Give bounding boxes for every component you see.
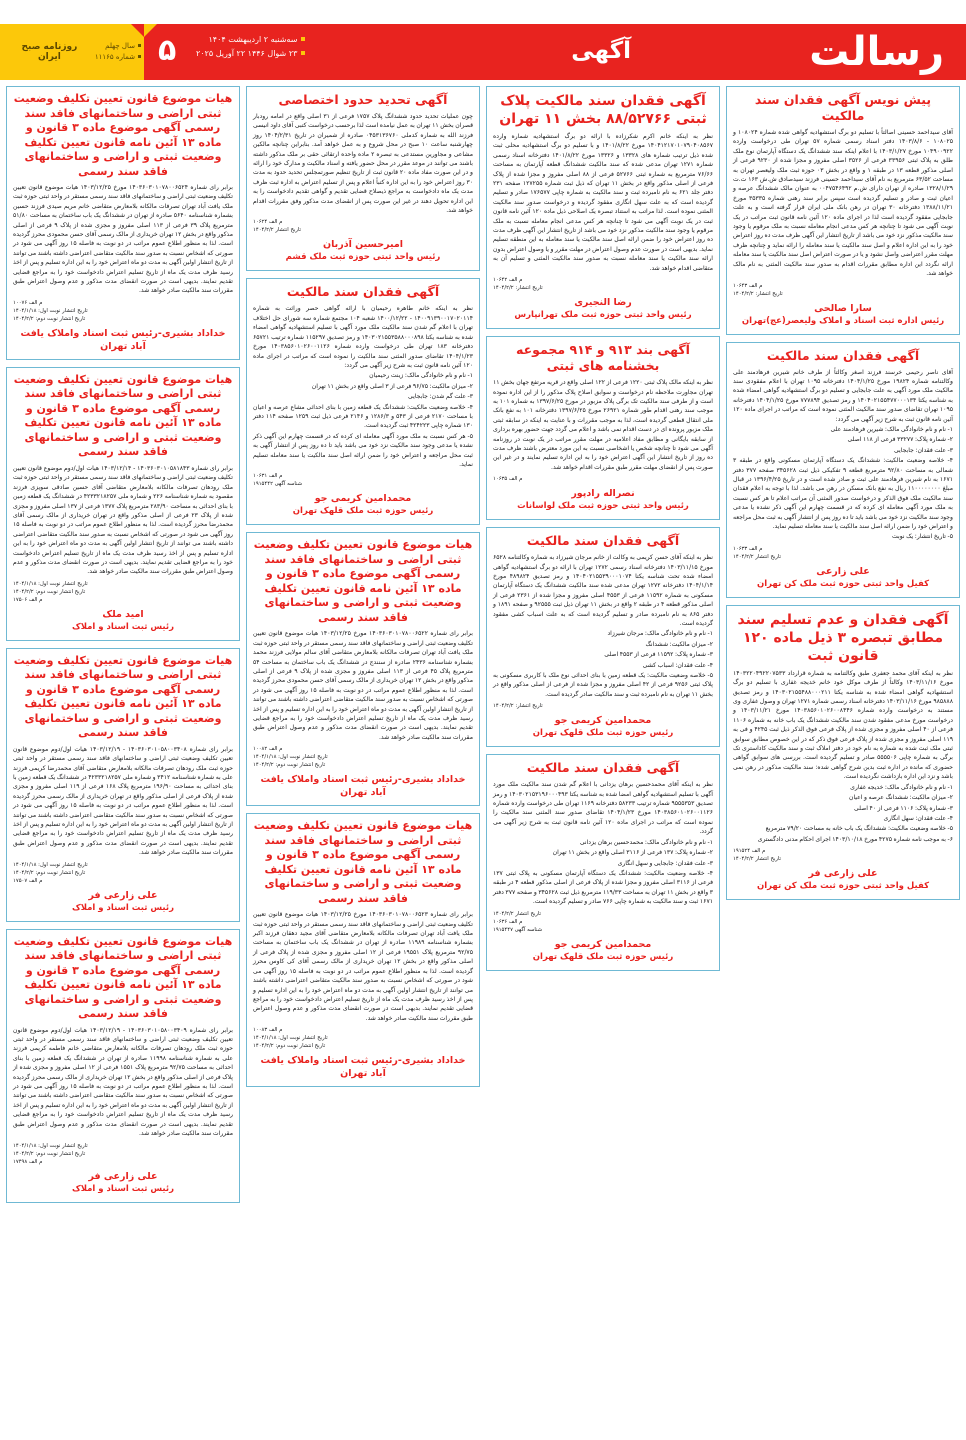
ad-meta-row: م الف ۱۹۱۵۲۴: [733, 848, 766, 855]
page-number: ۵: [158, 33, 177, 68]
ad-paragraph: برابر رای شماره ۱۴۰۳۶۰۳۰۱۰۷۸۰۰۶۵۲۴ مورخ ۱۴۰۳/۱۲/۲۵ هیات موضوع قانون تعیین تکلیف وضعیت ثبتی اراضی و ساختمانهای فاقد سند رسمی مستقر در واحد ثبتی حوزه ثبت ملک یافت آباد تهران تصرفات مالکانه بلامعارض متقاضی خانم مریم صیدی فرزند حسین بشماره شناسنامه ۵۶۴۰ صادره از تهران در ششدانگ یک باب ساختمان به مساحت ۵۱/۸۰ مترمربع پلاک ۳۹ فرعی از ۱۱۳ اصلی مفروز و مجزی شده از پلاک ۹ فرعی از اصلی مذکور واقع در بخش ۱۲ تهران خریداری از مالک رسمی آقای حسن محمودی محرز گردیده است. لذا به منظور اطلاع عموم مراتب در دو نوبت به فاصله ۱۵ روز آگهی می شود در صورتی که اشخاص نسبت به صدور سند مالکیت متقاضی اعتراضی داشته باشند می توانند از تاریخ انتشار اولین آگهی به مدت دو ماه اعتراض خود را به این اداره تسلیم و پس از اخذ رسید ظرف مدت یک ماه از تاریخ تسلیم اعتراض دادخواست خود را به مراجع قضایی تقدیم نمایند. بدیهی است در صورت انقضای مدت مذکور و عدم وصول اعتراض طبق مقررات سند مالکیت صادر خواهد شد.: [13, 184, 234, 295]
ad-paragraph: نظر به اینکه مالک پلاک ثبتی ۱۲۲۰ فرعی از ۱۲۲ اصلی واقع در قریه مرتفع جهان بخش ۱۱ تهران مجاورت ملاحظه نام درخواست و سوابق اصلاح پلاک مذکور را از این اداره نموده است و از طرفی سند مالکیت تک برگی پلاک مزبور در مورخ ۱۳۹۷/۶/۲۵ به شماره ۱۰۱ به موجب سند رهنی اقدام طور شماره ۲۶۹۲۱ مورخ ۱۳۹۷/۶/۲۵ دفترخانه ۱۰۱ به نفع بانک ملی انتقال قطعی گردیده است، لذا به موجب مقررات و با عنایت به اینکه در سابقه ثبتی ملک مزبور پرونده ای در دست اقدام نمی باشد و اعلام می گردد جهت حضور بهره برداری از سابقه بایگانی و مطابق مفاد اعلامیه در مهلت مقرر مراتب در یک نوبت در روزنامه آگهی می شود تا چنانچه شخص یا اشخاصی نسبت به این مورد معترض باشند ظرف مدت ده روز از تاریخ انتشار این آگهی اعتراض خود را به این اداره تسلیم نمایند و در غیر این صورت پس از انقضای مهلت مقرر طبق مقررات اقدام خواهد شد.: [493, 379, 713, 471]
ad-list-item: ۴- علت فقدان: سهل انگاری: [883, 814, 953, 822]
ad-body: [733, 368, 953, 542]
signature-role: رئیس اداره ثبت اسناد و املاک ولیعصر(عج)تهران: [741, 315, 945, 326]
ad-meta-row: م الف ۱۰۶۴۳: [733, 282, 763, 289]
ad-signature: [13, 1170, 233, 1196]
ad-title: آگهی تحدید حدود اختصاصی: [278, 92, 448, 107]
ad-signature: [13, 889, 233, 915]
signature-name: علی زارعی: [816, 565, 870, 577]
ad-body: [13, 745, 233, 858]
ad-title: پیش نویس آگهی فقدان سند مالکیت: [754, 92, 932, 123]
ad-meta-row: تاریخ انتشار: ۱۴۰۴/۲/۲: [733, 290, 783, 297]
bullet-icon: [138, 55, 141, 58]
signature-role: رئیس واحد ثبتی حوزه ثبت ملک لواسانات: [517, 501, 689, 512]
classified-ad[interactable]: [6, 648, 240, 922]
ad-meta-row: م الف ۱۰۶۴۲: [493, 277, 523, 284]
ad-meta: [13, 580, 233, 604]
section-label: آگهی: [571, 38, 631, 64]
ad-list-item: ۲- میزان مالکیت: ششدانگ: [645, 640, 713, 648]
date-lunar-text: ۲۳ شوال ۱۴۴۶ ۲۲ آوریل ۲۰۲۵: [196, 49, 298, 58]
ad-signature: [13, 327, 233, 353]
ad-meta-row: م الف ۱۰۶۳۶: [493, 918, 523, 925]
ad-meta-row: تاریخ انتشار نوبت اول: ۱۴۰۴/۱/۱۸: [13, 1142, 88, 1149]
masthead: [0, 24, 966, 80]
masthead-yellow-band: [0, 24, 144, 80]
ad-list-item: ۵- تاریخ انتشار: یک نوبت: [892, 533, 953, 541]
ad-list-item: ۳- علت فقدان: جابجایی و سهل انگاری: [617, 859, 713, 867]
ad-title: هیات موضوع قانون تعیین تکلیف وضعیت ثبتی اراضی و ساختمانهای فاقد سند رسمی آگهی موضوع ماده ۳ قانون و ماده ۱۳ آئین نامه قانون تعیین تکلیف وضعیت ثبتی و اراضی و ساختمانهای فاقد سند رسمی: [13, 92, 233, 178]
ad-meta: [493, 276, 713, 292]
ad-body: [13, 1026, 233, 1139]
classified-ad[interactable]: [6, 929, 240, 1203]
classified-ad[interactable]: [486, 336, 720, 520]
bullet-icon: [301, 51, 305, 55]
ad-title: آگهی فقدان سند مالکیت: [526, 533, 680, 549]
date-solar-text: سه‌شنبه ۲ اردیبهشت ۱۴۰۴: [208, 35, 298, 44]
ad-meta-row: تاریخ انتشار ۱۴۰۴/۲/۲: [733, 856, 781, 863]
signature-name: رضا النجیری: [574, 297, 632, 309]
ad-paragraph: نظر به اینکه خانم اکرم شکرزاده با ارائه دو برگ استشهادیه شماره وارده ۱۴۰۴۱۲۱۷۰۱۰۷۹۰۴۰۸۵۶۷ مورخ ۱۴۰۱/۸/۲۲ و با تسلیم دو برگ استشهادیه محلی ثبت شده ذیل ترتیب شماره های ۱۳۳۲۸ و ۱۳۳۲۶ مورخ ۱۴۰۱/۸/۲۲ دفترخانه اسناد رسمی شماره ۱۲۷۱ تهران مدعی شده که سند مالکیت ششدانگ قطعه آپارتمان به مساحت ۷۶/۶۶ مترمربع به شماره ثبتی ۵۲۷۶۶ فرعی از ۸۸ اصلی مفروز و مجزا شده از پلاک فرعی از اصلی مذکور واقع در بخش ۱۱ تهران که ذیل ثبت شماره ۱۲۷۲۵۵ صفحه ۲۳۱ دفتر جلد ۶۲۱ به نام نامبرده ثبت و سند مالکیت به شماره چاپی ۱۷۶۵۷۷ صادر و تسلیم گردیده است که به علت سهل انگاری مفقود گردیده و درخواست صدور سند مالکیت المثنی نموده است. لذا مراتب به استناد تبصره یک اصلاحی ذیل ماده ۱۲۰ آئین نامه قانون ثبت در یک نوبت آگهی می شود تا چنانچه هر کس مدعی انجام معامله نسبت به ملک مرقوم یا وجود سند مالکیت مذکور نزد خود می باشد از تاریخ انتشار این آگهی ظرف مدت ده روز اعتراض خود را ضمن ارائه اصل سند مالکیت یا سند معامله به این منطقه تسلیم نماید. بدیهی است در صورت عدم وصول اعتراض در مهلت مقرر و یا وصول اعتراض بدون ارائه سند مالکیت یا سند معامله نسبت به صدور سند مالکیت المثنی و تسلیم آن به متقاضی اقدام خواهد شد.: [493, 133, 714, 272]
ad-meta-row: تاریخ انتشار نوبت دوم: ۱۴۰۴/۲/۲: [253, 1043, 326, 1050]
ad-meta-row: م الف ۱۰۶۲۴: [253, 219, 283, 226]
ad-body: [253, 304, 473, 469]
ad-meta-row: تاریخ انتشار: ۱۴۰۴/۲/۲: [493, 285, 543, 292]
ad-title: آگهی فقدان سند مالکیت: [766, 347, 920, 363]
ad-meta-row: تاریخ انتشار نوبت دوم: ۱۴۰۴/۲/۲: [13, 588, 86, 595]
ad-meta: [13, 861, 233, 885]
paper-title: رسالت: [809, 29, 944, 75]
signature-role: رئیس واحد ثبتی حوزه ثبت ملک قشم: [285, 252, 441, 263]
ad-list-item: ۳- شماره پلاک: ۱۱۵۹۲ فرعی از ۴۵۵۳ اصلی: [604, 651, 713, 659]
ad-meta-row: تاریخ انتشار نوبت اول: ۱۴۰۴/۱/۱۸: [13, 861, 88, 868]
ad-meta-row: م الف ۱۰۶۳۳: [733, 545, 763, 552]
ad-body: [253, 112, 473, 215]
ad-meta: [493, 910, 713, 934]
ad-signature: [493, 938, 713, 964]
signature-role: کفیل واحد ثبتی حوزه ثبت ملک کن تهران: [756, 881, 930, 892]
masthead-brand-info: [95, 41, 144, 63]
classified-ad[interactable]: [246, 532, 480, 806]
ad-paragraph: نظر به اینکه آقای محمد جعفری طبق وکالتنامه به شماره قرارداد ۱۴۰۳۲۲۰۴۹۲۲۰۷۵۳۳ مورخ ۱۴۰۳/۱۱/۱۶ وکالتاً از طرف موکل خود خانم خدیجه غفاری با تسلیم دو برگ استشهادیه گواهی امضاء شده به شناسه یکتا ۱۴۰۳۰۲۱۵۵۴۸۸۰۰۰۲۱۱ و رمز تصدیق ۹۸۵۸۸۸ مورخ ۱۴۰۳/۱۱/۱۶ دفترخانه اسناد رسمی شماره ۱۲۷۱ تهران و وصول غفاری وی مستند به درخواست وارده شماره ۱۴۰۳۸۵۶۰۱۰۲۶۰۰۸۴۴۶ مورخ ۱۴۰۳/۱۱/۲۱ و درخواست مورخ مدعی مفقود شدن سند مالکیت ششدانگ یک باب خانه به شماره ۱۱۰۶ فرعی از ۴۰ اصلی مفروز و مجزی شده از پلاک فرعی فوق الذکر ذیل ثبت ۴۲۴۵ و فی به ۱۱۹ اصلی مفروز و مجزی شده از پلاک فرعی فوق ذکر که در این خصوص مطابق سوابق ثبتی ملک ثبت شده به شماره به نام خود در دفتر املاک ثبت و سند مالکیت کاداستری تک برگی به شماره چاپی ۵۵۵۵۰۶ صادر و تسلیم گردیده است. بررسی های سوابق گواهی حضوری که مانده در اداره ثبت بدین شرح گواهی شده: سند مالکیت مذکور در رهن نمی باشد و نزد این اداره بازداشت نگردیده است.: [733, 669, 954, 781]
ad-meta-row: م الف ۱۷۵۰۷: [13, 877, 43, 884]
ad-meta-row: تاریخ انتشار نوبت دوم: ۱۴۰۴/۲/۲: [13, 315, 86, 322]
ad-meta-row: تاریخ انتشار ۱۴۰۴/۲/۲: [493, 910, 541, 917]
signature-name: خداداد بشیری-رئیس ثبت اسناد واملاک یافت آباد تهران: [260, 1055, 466, 1080]
ad-list-item: ۳- علت گم شدن: جابجایی: [408, 393, 473, 401]
ad-meta: [493, 702, 713, 710]
signature-name: نصراله رادپور: [571, 488, 635, 500]
ad-title: هیات موضوع قانون تعیین تکلیف وضعیت ثبتی اراضی و ساختمانهای فاقد سند رسمی آگهی موضوع ماده ۳ قانون و ماده ۱۳ آئین نامه قانون تعیین تکلیف وضعیت ثبتی و اراضی و ساختمانهای فاقد سند رسمی: [13, 934, 233, 1021]
brand-logo: روزنامه صبح ایران: [21, 42, 78, 62]
ad-meta: [733, 847, 953, 863]
ad-signature: [493, 487, 713, 513]
ad-body: [13, 183, 233, 296]
ad-paragraph: برابر رای شماره ۱۴۰۳۶۰۳۰۱۰۵۸۱۸۴۳ - ۱۴۰۳/۱۲/۱۴ هیات اول/دوم موضوع قانون تعیین تکلیف وضعیت ثبتی اراضی و ساختمانهای فاقد سند رسمی مستقر در واحد ثبتی حوزه ثبت ملک رودهان تصرفات مالکانه بلامعارض متقاضی آقای حسین صادقی سویزی فرزند مقصود به شماره شناسنامه ۲۲۶ و شماره ملی ۴۲۳۳۲۱۸۲۵۷ در ششدانگ یک قطعه زمین با بنای احداثی به مساحت ۲۸۳/۹۰ مترمربع پلاک ۱۳۷۷ فرعی از ۱۳۷ اصلی مفروز و مجزی شده از پلاک ۲۳ فرعی از اصلی مذکور واقع در تهران خریداری از مالک رسمی آقای محمدرضا محرز گردیده است. لذا به منظور اطلاع عموم مراتب در دو نوبت به فاصله ۱۵ روز آگهی می شود در صورتی که اشخاص نسبت به صدور سند مالکیت متقاضی اعتراضی داشته باشند می توانند از تاریخ انتشار اولین آگهی به مدت دو ماه اعتراض خود را به این اداره تسلیم و پس از اخذ رسید ظرف مدت یک ماه از تاریخ تسلیم اعتراض دادخواست خود را به مراجع قضایی تقدیم نمایند. بدیهی است در صورت انقضای مدت مذکور و عدم وصول اعتراض طبق مقررات سند مالکیت صادر خواهد شد.: [13, 464, 234, 576]
ad-meta-row: تاریخ انتشار نوبت اول: ۱۴۰۴/۱/۱۸: [13, 307, 88, 314]
ad-list-item: ۵- هر کس نسبت به ملک مورد آگهی معامله ای کرده که در قسمت چهارم این آگهی ذکر نشده یا مدعی وجود سند مالکیت نزد خود می باشد باید تا ده روز پس از انتشار آگهی به ثبت محل مراجعه و اعتراض خود را ضمن ارائه اصل سند مالکیت یا سند معامله تسلیم نماید.: [253, 432, 473, 468]
ad-meta-row: شناسه آگهی ۱۹۱۵۴۴۷: [493, 926, 543, 933]
bullet-icon: [301, 37, 305, 41]
ad-body: [493, 132, 713, 273]
column: [486, 86, 720, 971]
ad-paragraph: نظر به اینکه آقای محمدحسین برهان یزدانی با اعلام گم شدن سند مالکیت ملک مورد آگهی با تسلیم استشهادیه گواهی امضا شده به شناسه یکتا ۱۴۰۳۰۲۱۵۳۱۹۶۰۰۰۴۹۳ و رمز تصدیق ۹۵۵۵۳۵۳ شماره ترتیب ۵۸۲۳۳ دفترخانه ۱۱۶۹ تهران طی درخواست وارده شماره ۱۴۰۳۸۵۶۰۱۰۲۶۰۰۱۱۲۶ مورخ ۱۴۰۴/۱/۲۳ تقاضای صدور سند المثنی سند مالکیت را نموده است که مراتب در اجرای ماده ۱۲۰ آئین نامه قانون ثبت به شرح زیر آگهی می گردد.: [493, 781, 714, 836]
ad-meta-row: شناسه آگهی ۱۹۱۵۴۴۲: [253, 481, 303, 488]
ad-meta-row: تاریخ انتشار نوبت اول: ۱۴۰۴/۱/۱۸: [253, 1035, 328, 1042]
ad-title: آگهی فقدان سند مالکیت: [286, 284, 440, 300]
ad-meta-row: م الف ۱۷۵۰۶: [13, 596, 43, 603]
classifieds-columns: [0, 80, 966, 1203]
ad-body: [13, 464, 233, 577]
ad-meta-row: تاریخ انتشار نوبت دوم: ۱۴۰۴/۲/۲: [13, 869, 86, 876]
classified-ad[interactable]: [246, 813, 480, 1087]
signature-role: رئیس ثبت اسناد و املاک: [72, 1183, 174, 1194]
ad-title: آگهی فقدان سند مالکیت: [526, 760, 680, 776]
corner-fold-right-icon: [131, 24, 144, 37]
classified-ad[interactable]: [726, 605, 960, 900]
ad-meta-row: م الف ۱۷۴۹۸: [13, 1158, 43, 1165]
ad-meta-row: تاریخ انتشار نوبت اول: ۱۴۰۴/۱/۱۸: [253, 754, 328, 761]
ad-body: [733, 669, 953, 844]
ad-meta: [493, 475, 713, 483]
ad-signature: [13, 608, 233, 634]
ad-list-item: ۱- نام و نام خانوادگی مالک: مرجان شیرزاد: [607, 630, 713, 638]
ad-list-item: ۲- شماره پلاک: ۳۳۲۷۷ فرعی از ۱۱۸ اصلی: [847, 436, 953, 444]
date-line-solar: [196, 33, 309, 47]
ad-signature: [493, 296, 713, 322]
signature-role: رئیس حوزه ثبت ملک قلهک تهران: [532, 728, 674, 739]
date-line-lunar: [196, 47, 309, 61]
ad-meta-row: تاریخ انتشار نوبت اول: ۱۴۰۴/۱/۱۸: [13, 580, 88, 587]
masthead-red-band: [144, 24, 966, 80]
ad-list-item: ۱- نام و نام خانوادگی مالک: خدیجه غفاری: [850, 783, 953, 791]
classified-ad[interactable]: [486, 86, 720, 329]
ad-meta-row: تاریخ انتشار نوبت دوم: ۱۴۰۴/۲/۲: [253, 762, 326, 769]
ad-paragraph: نظر به اینکه خانم طاهره رحیمیان با ارائه گواهی حصر وراثت به شماره ۱۴۰۰۹۱۳۹۰۰۱۷۰۲۰۱۱۴ - ۱۴۰۰/۱۲/۲۲ شعبه ۱۰۴ مجتمع شماره سه شورای حل اختلاف تهران با اعلام گم شدن سند مالکیت ملک مورد آگهی با تسلیم استشهادیه گواهی امضاء شده به شناسه یکتا ۱۴۰۳۰۲۱۵۵۳۵۸۸۰۰۰۸۹۸ و رمز تصدیق ۱۱۵۲۹۷ شماره ترتیب ۶۵۷۲۱ دفترخانه ۱۸۳ تهران طی درخواست وارده شماره ۱۴۰۳۸۵۶۰۱۰۲۶۰۰۱۱۲۶ مورخ ۱۴۰۴/۱/۲۳ تقاضای صدور المثنی سند مالکیت را نموده است که مراتب در اجرای ماده ۱۲۰ آئین نامه قانون ثبت به شرح زیر آگهی می گردد:: [253, 305, 474, 369]
ad-list-item: ۴- خلاصه وضعیت مالکیت: ششدانگ یک قطعه زمین با بنای احداثی مشاع عرصه و اعیان با مساحت ۲۱۷۰ فرعی از ۵۴۳ و ۱۲۸۶/۳ و ۲۱۴۶ فرعی ذیل ثبت ۱۲۵۹ صفحه ۱۱۴ دفتر ۱۳۰ شماره چاپی ۴۲۴۲۲۳ ثبت گردیده است.: [253, 403, 473, 430]
signature-role: رئیس ثبت اسناد و املاک: [72, 621, 174, 632]
ad-title: هیات موضوع قانون تعیین تکلیف وضعیت ثبتی اراضی و ساختمانهای فاقد سند رسمی آگهی موضوع ماده ۳ قانون و ماده ۱۳ آئین نامه قانون تعیین تکلیف وضعیت ثبتی و اراضی و ساختمانهای فاقد سند رسمی: [13, 372, 233, 459]
brand-issue: شماره ۱۱۱۶۵: [94, 53, 135, 61]
ad-meta: [13, 299, 233, 323]
classified-ad[interactable]: [246, 86, 480, 271]
signature-name: محمدامین کریمی جو: [554, 715, 652, 727]
ad-title: هیات موضوع قانون تعیین تکلیف وضعیت ثبتی اراضی و ساختمانهای فاقد سند رسمی آگهی موضوع ماده ۳ قانون و ماده ۱۳ آئین نامه قانون تعیین تکلیف وضعیت ثبتی و اراضی و ساختمانهای فاقد سند رسمی: [253, 538, 473, 624]
brand-year: سال چهلم: [105, 42, 135, 50]
signature-name: علی زارعی فر: [808, 868, 878, 880]
ad-title: آگهی فقدان و عدم تسلیم سند مطابق تبصره ۳ ذیل ماده ۱۲۰ قانون ثبت: [737, 611, 949, 664]
ad-body: [253, 629, 473, 742]
ad-body: [733, 128, 953, 279]
classified-ad[interactable]: [6, 367, 240, 641]
ad-list-item: ۲- میزان مالکیت: ششدانگ عرصه و اعیان: [848, 794, 953, 802]
ad-meta: [253, 745, 473, 769]
ad-meta: [13, 1142, 233, 1166]
ad-meta-row: م الف ۱۰۰۸۲: [253, 746, 283, 753]
ad-paragraph: برابر رای شماره ۱۴۰۳۶۰۳۰۱۰۵۸۰۰۳۴۰۹ - ۱۴۰۳/۱۲/۱۹ هیات اول/دوم موضوع قانون تعیین تکلیف وضعیت ثبتی اراضی و ساختمانهای فاقد سند رسمی مستقر در واحد ثبتی حوزه ثبت ملک رودهان تصرفات مالکانه بلامعارض متقاضی خانم فاطمه کریمی فرزند علی به شماره شناسنامه ۱۱۹۹۸ صادره از تهران در ششدانگ یک قطعه زمین با بنای احداثی به مساحت ۹۲/۷۵ مترمربع پلاک ۱۵۵۱ فرعی از ۱۲ اصلی مفروز و مجزی شده از پلاک فرعی از اصلی مذکور واقع در بخش ۱۲ تهران خریداری از مالک رسمی محرز گردیده است. لذا به منظور اطلاع عموم مراتب در دو نوبت به فاصله ۱۵ روز آگهی می شود در صورتی که اشخاص نسبت به صدور سند مالکیت متقاضی اعتراضی داشته باشند می توانند از تاریخ انتشار اولین آگهی به مدت دو ماه اعتراض خود را به این اداره تسلیم و پس از اخذ رسید ظرف مدت یک ماه از تاریخ تسلیم اعتراض دادخواست خود را به مراجع قضایی تقدیم نمایند. بدیهی است در صورت انقضای مدت مذکور و عدم وصول اعتراض طبق مقررات سند مالکیت صادر خواهد شد.: [13, 1026, 233, 1138]
signature-name: علی زارعی فر: [88, 1170, 158, 1182]
column: [6, 86, 240, 1203]
ad-meta-row: تاریخ انتشار ۱۴۰۴/۲/۲: [733, 553, 781, 560]
ad-meta-row: م الف ۱۰۰۷۶: [13, 299, 43, 306]
signature-role: کفیل واحد ثبتی حوزه ثبت ملک کن تهران: [756, 578, 930, 589]
classified-ad[interactable]: [726, 86, 960, 335]
classified-ad[interactable]: [486, 754, 720, 970]
classified-ad[interactable]: [726, 342, 960, 598]
ad-list-item: ۵- خلاصه وضعیت مالکیت: یک قطعه زمین با بنای احداثی نوع ملک با کاربری مسکونی به پلاک ثبتی ۹۲۵۶ فرعی از ۴۲ اصلی مفروز و مجزا شده از فرعی از اصلی مذکور واقع در بخش ۱۱ تهران به نام نامبرده ثبت و سند مالکیت صادر گردیده است.: [493, 672, 713, 698]
signature-role: رئیس حوزه ثبت ملک قلهک تهران: [532, 951, 674, 962]
ad-meta: [253, 472, 473, 488]
ad-meta-row: تاریخ انتشار نوبت دوم: ۱۴۰۴/۲/۲: [13, 1150, 86, 1157]
ad-title: آگهی فقدان سند مالکیت پلاک ثبتی ۸۸/۵۲۷۶۶ بخش ۱۱ تهران: [499, 93, 707, 127]
ad-paragraph: آقای ناصر رحیمی خرسند فرزند اصغر وکالتاً از طرف خانم شیرین فرهادمند علی وکالتنامه شماره ۱۹۸۲۴ مورخ ۱۴۰۴/۱/۲۵ دفترخانه ۱۰۹۵ تهران با اعلام مفقودی سند مالکیت ملک مورد آگهی به علت جابجایی و تسلیم دو برگ استشهادیه گواهی امضاء شده به شناسه یکتا ۱۴۰۴۰۲۱۵۵۴۷۷۰۰۰۱۳۴ و رمز تصدیق ۷۷۷۸۹۴ مورخ ۱۴۰۴/۱/۲۵ دفترخانه ۱۰۹۵ تهران تقاضای صدور سند مالکیت المثنی نموده است که مراتب در اجرای ماده ۱۲۰ آئین نامه قانون ثبت به شرح زیر آگهی می گردد:: [733, 368, 953, 423]
ad-signature: [733, 867, 953, 893]
ad-list-item: ۶- به موجب نامه شماره ۴۲۷۵ مورخ ۱۴۰۳/۱۰/۱۸ اجرای احکام مدنی دادگستری: [757, 835, 953, 843]
ad-meta-row: تاریخ انتشار: ۱۴۰۴/۲/۲: [493, 703, 543, 710]
ad-meta: [733, 545, 953, 561]
ad-title: هیات موضوع قانون تعیین تکلیف وضعیت ثبتی اراضی و ساختمانهای فاقد سند رسمی آگهی موضوع ماده ۳ قانون و ماده ۱۳ آئین نامه قانون تعیین تکلیف وضعیت ثبتی و اراضی و ساختمانهای فاقد سند رسمی: [253, 819, 473, 905]
ad-signature: [253, 1054, 473, 1080]
ad-list-item: ۳- شماره پلاک: ۱۱۰۶ فرعی از ۴۰ اصلی: [854, 804, 953, 812]
corner-fold-left-icon: [144, 24, 157, 37]
ad-body: [493, 378, 713, 472]
ad-signature: [253, 773, 473, 799]
ad-paragraph: چون عملیات تحدید حدود ششدانگ پلاک ۱۷۵۷ فرعی از ۳۱ اصلی واقع در امامه رودبار قصران بخش ۱۱ تهران به عمل نیامده است لذا برحسب درخواست کتبی آقای داود انیسی فرزند الله به شماره کدملی ۰۴۵۳۱۳۶۷۶۰ صادره از شمیران در تاریخ ۱۴۰۴/۲/۳۱ روز چهارشنبه ساعت ۱۰ صبح در محل شروع و به عمل خواهد آمد. بنابراین چنانچه مالکین مشاعی و مجاورین مستدعی به تبصره ۲ ماده واحده ارتقائی حقی بر ملک مذکور داشته باشند می توانند در موعد مقرر در محل حضور یافته و اسناد مالکیت و مدارک خود را ارائه و در این صورت مفاد ماده ۲۰ قانون ثبت از تاریخ تنظیم صورتمجلس تحدید حدود به مدت ۳۰ روز اعتراض خود را به این اداره کتباً اعلام و پس از تسلیم اعتراض به اداره ثبت ظرف مدت یک ماه دادخواست به مراجع ذیصلاح قضایی تقدیم و گواهی تقدیم دادخواست را به این اداره تحویل دهند در غیر این صورت پس از انقضای مدت مذکور وفق مقررات اقدام خواهد شد.: [253, 113, 474, 215]
ad-title: آگهی بند ۹۱۳ و ۹۱۴ مجموعه بخشنامه های ثبتی: [516, 342, 690, 374]
masthead-dates: [196, 33, 309, 61]
signature-role: رئیس حوزه ثبت ملک قلهک تهران: [292, 506, 434, 517]
signature-name: محمدامین کریمی جو: [314, 493, 412, 505]
ad-body: [493, 780, 713, 906]
ad-signature: [733, 565, 953, 591]
ad-meta: [253, 218, 473, 234]
ad-signature: [733, 302, 953, 328]
ad-signature: [253, 492, 473, 518]
ad-meta-row: م الف ۱۰۰۸۳: [253, 1027, 283, 1034]
column: [726, 86, 960, 900]
ad-meta: [733, 282, 953, 298]
ad-body: [493, 553, 713, 699]
classified-ad[interactable]: [6, 86, 240, 360]
ad-meta: [253, 1026, 473, 1050]
signature-name: سارا صالحی: [814, 302, 872, 314]
signature-name: خداداد بشیری-رئیس ثبت اسناد واملاک یافت آباد تهران: [20, 327, 226, 352]
ad-list-item: ۱- نام و نام خانوادگی مالک: زینت رحیمیان: [369, 372, 473, 380]
ad-list-item: ۴- خلاصه وضعیت مالکیت: ششدانگ یک دستگاه آپارتمان مسکونی واقع در طبقه ۳ شمالی به مساحت ۹۲/۸۰ مترمربع قطعه ۹ تفکیکی ذیل ثبت ۳۴۵۶۲۸ صفحه ۳۷۷ دفتر ۱۶۷۱ به نام شیرین فرهادمند علی ثبت و صادر شده است و در تاریخ ۱۳۹۶/۴/۲۵ در قبال مبلغ ۱۱۰۰۰۰۰۰۰۰ ریال به نفع بانک مسکن در رهن می باشد. لذا با توجه به اعلام فقدان سند مالکیت ملک فوق الذکر و درخواست صدور المثنی آن مراتب اعلام تا هر کس نسبت به ملک مورد آگهی معامله ای کرده که در قسمت چهارم این آگهی ذکر نشده یا مدعی وجود سند مالکیت نزد خود می باشد باید تا ده روز پس از انتشار آگهی به ثبت محل مراجعه و اعتراض خود را ضمن ارائه اصل سند مالکیت یا سند معامله تسلیم نماید.: [733, 457, 954, 530]
signature-role: رئیس ثبت اسناد و املاک: [72, 902, 174, 913]
ad-paragraph: برابر رای شماره ۱۴۰۳۶۰۳۰۱۰۷۸۰۰۶۵۲۲ مورخ ۱۴۰۳/۱۲/۲۵ هیات موضوع قانون تعیین تکلیف وضعیت ثبتی اراضی و ساختمانهای فاقد سند رسمی مستقر در واحد ثبتی حوزه ثبت ملک یافت آباد تهران تصرفات مالکانه بلامعارض متقاضی آقای سالم مولایی فرزند محمد بشماره شناسنامه ۲۴۳۶ صادره از سنندج در ششدانگ یک باب ساختمان به مساحت ۵۴ مترمربع پلاک ۴۵ فرعی از ۱۱۳ اصلی مفروز و مجزی شده از پلاک ۹ فرعی از اصلی مذکور واقع در بخش ۱۲ تهران خریداری از مالک رسمی آقای حسن محمودی محرز گردیده است. لذا به منظور اطلاع عموم مراتب در دو نوبت به فاصله ۱۵ روز آگهی می شود در صورتی که اشخاص نسبت به صدور سند مالکیت متقاضی اعتراضی داشته باشند می توانند از تاریخ انتشار اولین آگهی به مدت دو ماه اعتراض خود را به این اداره تسلیم و پس از اخذ رسید ظرف مدت یک ماه از تاریخ تسلیم اعتراض دادخواست خود را به مراجع قضایی تقدیم نمایند. بدیهی است در صورت انقضای مدت مذکور و عدم وصول اعتراض طبق مقررات سند مالکیت صادر خواهد شد.: [253, 630, 474, 741]
ad-list-item: ۴- خلاصه وضعیت مالکیت: ششدانگ یک دستگاه آپارتمان مسکونی به پلاک ثبتی ۱۳۷ فرعی از ۳۱۱۶ اصلی مفروز و مجزا شده از پلاک فرعی از اصلی مذکور قطعه ۴ در طبقه ۳ واقع در بخش ۱۱ تهران به مساحت ۱۱۹/۳۳ مترمربع ذیل ثبت ۳۴۵۶۲۸ و صفحه ۳۷۷ دفتر ۱۶۷۱ ثبت و سند مالکیت به شماره چاپی ۷۶۶ صادر و تسلیم گردیده است.: [493, 869, 713, 906]
signature-name: علی زارعی فر: [88, 889, 158, 901]
ad-list-item: ۲- میزان مالکیت: ۹۶/۷۵ فرعی از ۳ اصلی واقع در بخش ۱۱ تهران: [311, 382, 473, 390]
signature-name: امید ملک: [102, 608, 144, 620]
ad-paragraph: نظر به اینکه آقای حسن کریمی به وکالت از خانم مرجان شیرزاد به شماره وکالتنامه ۶۵۲۸ مورخ ۱۴۰۳/۱۱/۱۵ دفترخانه اسناد رسمی ۱۲۷۲ تهران با ارائه دو برگ استشهادیه گواهی امضاء شده تحت شناسه یکتا ۱۴۰۴۰۲۱۵۵۳۹۰۰۰۱۰۷۴ و رمز تصدیق ۴۸۹۸۲۴ مورخ ۱۴۰۴/۱/۱۴ دفترخانه ۱۲۷۲ تهران مدعی شده سند مالکیت ششدانگ یک دستگاه آپارتمان مسکونی به شماره ۱۱۵۹۲ فرعی از ۴۵۵۳ اصلی مفروز و مجزا شده از ۲۳۶۱ فرعی از اصلی مذکور قطعه ۴ در طبقه ۲ واقع در بخش ۱۱ تهران ذیل ثبت ۹۲۵۵۵ و صفحه ۱۸۹۱ و دفتر ۸۶۵ به نام نامبرده صادر و تسلیم گردیده است که به علت اسباب کشی مفقود گردیده است.: [493, 554, 714, 627]
bullet-icon: [138, 44, 141, 47]
ad-title: هیات موضوع قانون تعیین تکلیف وضعیت ثبتی اراضی و ساختمانهای فاقد سند رسمی آگهی موضوع ماده ۳ قانون و ماده ۱۳ آئین نامه قانون تعیین تکلیف وضعیت ثبتی و اراضی و ساختمانهای فاقد سند رسمی: [13, 653, 233, 740]
ad-list-item: ۵- خلاصه وضعیت مالکیت: ششدانگ یک باب خانه به مساحت ۷۹/۲۰ مترمربع: [765, 825, 953, 833]
ad-body: [253, 910, 473, 1023]
ad-list-item: ۳- علت فقدان: جابجایی: [893, 446, 953, 454]
ad-list-item: ۱- نام و نام خانوادگی مالک: محمدحسین برهان یزدانی: [579, 838, 713, 846]
signature-name: امیرحسین آذربان: [322, 239, 404, 251]
signature-name: خداداد بشیری-رئیس ثبت اسناد واملاک یافت آباد تهران: [260, 774, 466, 799]
ad-list-item: ۲- شماره پلاک: ۱۳۷ فرعی از ۳۱۱۶ اصلی واقع در بخش ۱۱ تهران: [552, 849, 713, 857]
signature-name: محمدامین کریمی جو: [554, 938, 652, 950]
ad-paragraph: آقای سیداحمد حسینی اصالتاً با تسلیم دو برگ استشهادیه گواهی شده شماره ۱۰۸۰۲۴ و ۱۰۸۰۲۵ - ۱۴۰۳/۸/۶ دفتر اسناد رسمی شماره ۵۷ تهران طی درخواست وارده ۱۰۴۹۰۰۹۲۲ مورخ ۱۴۰۳/۱/۲۷ با اعلام اینکه سند ششدانگ یک دستگاه آپارتمان نوع ملک طلق به پلاک ثبتی ۳۳۹۵۶ فرعی از ۳۵۲۶ اصلی مفروز و مجزا شده از ۹۲۳۰ فرعی از اصلی مذکور قطعه ۱۳ در طبقه ۱ و واقع در بخش ۰۳ حوزه ثبت ملک ولیعصر تهران به مساحت ۶۳/۵۲ مترمربع به نام آقای سیداحمد حسینی فرزند سیدصادق ش.ش ۱۶۳ ت.ت ۱۳۲۸/۱/۲۹ صادره از تهران دارای ش.م ۰۰۴۷۵۴۶۴۹۲ به عنوان مالک ششدانگ عرصه و اعیان ثبت و صادر و تسلیم گردیده است سپس برابر سند رهنی شماره ۳۵۳۳۵ مورخ ۱۳۸۸/۱۱/۲۱ دفترخانه ۳۰ تهران در رهن بانک ملی ایران قرار گرفته است و به علت جابجایی مفقود گردیده است لذا در اجرای ماده ۱۲۰ آئین نامه قانون ثبت مراتب در یک نوبت آگهی می شود تا چنانچه هر کس مدعی انجام معامله نسبت به ملک مرقوم یا وجود سند مالکیت مذکور نزد خود می باشد از تاریخ انتشار این آگهی ظرف مدت ده روز اعتراض خود را به این اداره اعلام و اصل سند مالکیت یا سند معامله را ارائه نماید و چنانچه ظرف مهلت مقرر اعتراضی واصل نشود و یا در صورت اعتراض اصل سند مالکیت یا سند معامله ارائه نگردد این اداره مطابق مقررات اقدام به صدور سند مالکیت المثنی به نام مالک خواهد شد.: [733, 129, 954, 278]
ad-meta-row: م الف ۱۰۶۳۵: [493, 476, 523, 483]
ad-meta-row: تاریخ انتشار ۱۴۰۴/۲/۲: [253, 227, 301, 234]
masthead-brand: [10, 41, 144, 63]
signature-role: رئیس واحد ثبتی حوزه ثبت ملک تهرانپارس: [514, 310, 692, 321]
ad-list-item: ۴- علت فقدان: اسباب کشی: [642, 661, 713, 669]
ad-paragraph: برابر رای شماره ۱۴۰۳۶۰۳۰۱۰۵۸۰۰۳۴۰۸ - ۱۴۰۳/۱۲/۱۹ هیات اول/دوم موضوع قانون تعیین تکلیف وضعیت ثبتی اراضی و ساختمانهای فاقد سند رسمی مستقر در واحد ثبتی حوزه ثبت ملک رودهان تصرفات مالکانه بلامعارض متقاضی آقای محمدرضا کریمی فرزند علی به شماره شناسنامه ۳۴۱۲ و شماره ملی ۴۲۳۳۲۱۸۲۵۷ در ششدانگ یک قطعه زمین با بنای احداثی به مساحت ۱۹۶/۹۰ مترمربع پلاک ۱۶۸ فرعی از ۱۱۹ اصلی مفروز و مجزی شده از پلاک فرعی از اصلی مذکور واقع در تهران خریداری از مالک رسمی محرز گردیده است. لذا به منظور اطلاع عموم مراتب در دو نوبت به فاصله ۱۵ روز آگهی می شود در صورتی که اشخاص نسبت به صدور سند مالکیت متقاضی اعتراضی داشته باشند می توانند از تاریخ انتشار اولین آگهی به مدت دو ماه اعتراض خود را به این اداره تسلیم و پس از اخذ رسید ظرف مدت یک ماه از تاریخ تسلیم اعتراض دادخواست خود را به مراجع قضایی تقدیم نمایند. بدیهی است در صورت انقضای مدت مذکور و عدم وصول اعتراض طبق مقررات سند مالکیت صادر خواهد شد.: [13, 745, 234, 857]
ad-paragraph: برابر رای شماره ۱۴۰۳۶۰۳۰۱۰۷۸۰۰۶۵۲۳ مورخ ۱۴۰۳/۱۲/۲۵ هیات موضوع قانون تعیین تکلیف وضعیت ثبتی اراضی و ساختمانهای فاقد سند رسمی مستقر در واحد ثبتی حوزه ثبت ملک یافت آباد تهران تصرفات مالکانه بلامعارض متقاضی آقای مجید دهقان فرزند اکبر بشماره شناسنامه ۱۱۹۸۹ صادره از تهران در ششدانگ یک باب ساختمان به مساحت ۹۲/۷۵ مترمربع پلاک ۱۹۵۵۱ فرعی از ۱۲ اصلی مفروز و مجزی شده از پلاک فرعی از اصلی مذکور واقع در بخش ۱۲ تهران خریداری از مالک رسمی آقای کی کاوس محرز گردیده است. لذا به منظور اطلاع عموم مراتب در دو نوبت به فاصله ۱۵ روز آگهی می شود در صورتی که اشخاص نسبت به صدور سند مالکیت متقاضی اعتراضی داشته باشند می توانند از تاریخ انتشار اولین آگهی به مدت دو ماه اعتراض خود را به این اداره تسلیم و پس از اخذ رسید ظرف مدت یک ماه از تاریخ تسلیم اعتراض دادخواست خود را به مراجع قضایی تقدیم نمایند. بدیهی است در صورت انقضای مدت مذکور و عدم وصول اعتراض طبق مقررات سند مالکیت صادر خواهد شد.: [253, 911, 474, 1022]
column: [246, 86, 480, 1087]
classified-ad[interactable]: [246, 278, 480, 525]
ad-meta-row: م الف ۱۰۶۳۱: [253, 473, 283, 480]
classified-ad[interactable]: [486, 527, 720, 747]
ad-signature: [253, 238, 473, 264]
ad-signature: [493, 714, 713, 740]
ad-list-item: ۱- نام و نام خانوادگی مالک: شیرین فرهادمند علی: [830, 425, 953, 433]
